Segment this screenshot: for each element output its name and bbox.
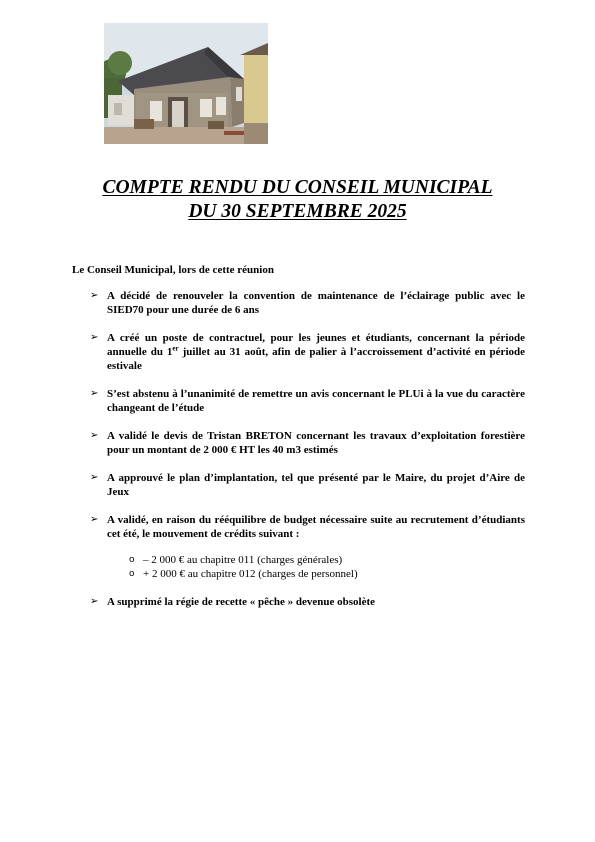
decision-text: A validé le devis de Tristan BRETON concernant les travaux d’exploitation forestière pour un montant de 2 000 € HT les 40 m3 estimés	[107, 430, 525, 456]
decision-item	[90, 331, 525, 373]
decision-text: A approuvé le plan d’implantation, tel que présenté par le Maire, du projet d’Aire de Jeux	[107, 472, 525, 498]
credit-movement-text: – 2 000 € au chapitre 011 (charges générales)	[143, 554, 343, 566]
arrowhead-bullet-icon: ➢	[90, 430, 99, 441]
decision-item	[90, 387, 525, 415]
arrowhead-bullet-icon: ➢	[90, 332, 99, 343]
arrowhead-bullet-icon: ➢	[90, 290, 99, 301]
arrowhead-bullet-icon: ➢	[90, 596, 99, 607]
arrowhead-bullet-icon: ➢	[90, 472, 99, 483]
decision-text: A validé, en raison du rééquilibre de budget nécessaire suite au recrutement d’étudiants cet été, le mouvement de crédits suivant :	[107, 514, 525, 540]
decision-item	[90, 429, 525, 457]
credit-movement-text: + 2 000 € au chapitre 012 (charges de personnel)	[143, 568, 358, 580]
title-line-1: COMPTE RENDU DU CONSEIL MUNICIPAL	[102, 177, 493, 198]
ordinal-superscript: er	[172, 344, 179, 353]
credit-movement-list	[107, 553, 525, 581]
decision-item	[90, 513, 525, 581]
decision-text: A décidé de renouveler la convention de maintenance de l’éclairage public avec le SIED70 pour une durée de 6 ans	[107, 290, 525, 316]
page-title	[0, 176, 595, 224]
decision-text: A supprimé la régie de recette « pêche » devenue obsolète	[107, 596, 376, 608]
intro-text: Le Conseil Municipal, lors de cette réunion	[72, 264, 274, 276]
decision-text-continued: juillet au 31 août, afin de palier à l’accroissement d’activité en période estivale	[107, 346, 525, 372]
credit-movement-item	[129, 553, 525, 567]
decisions-list	[90, 289, 525, 623]
decision-item	[90, 595, 525, 609]
town-hall-photo	[104, 23, 268, 144]
arrowhead-bullet-icon: ➢	[90, 514, 99, 525]
decision-item	[90, 471, 525, 499]
decision-text: S’est abstenu à l’unanimité de remettre un avis concernant le PLUi à la vue du caractère changeant de l’étude	[107, 388, 525, 414]
circle-bullet-icon: o	[129, 555, 135, 565]
circle-bullet-icon: o	[129, 569, 135, 579]
title-line-2: DU 30 SEPTEMBRE 2025	[188, 201, 407, 222]
credit-movement-item	[129, 567, 525, 581]
decision-text: A créé un poste de contractuel, pour les jeunes et étudiants, concernant la période annuelle du 1	[107, 332, 525, 358]
decision-item	[90, 289, 525, 317]
arrowhead-bullet-icon: ➢	[90, 388, 99, 399]
